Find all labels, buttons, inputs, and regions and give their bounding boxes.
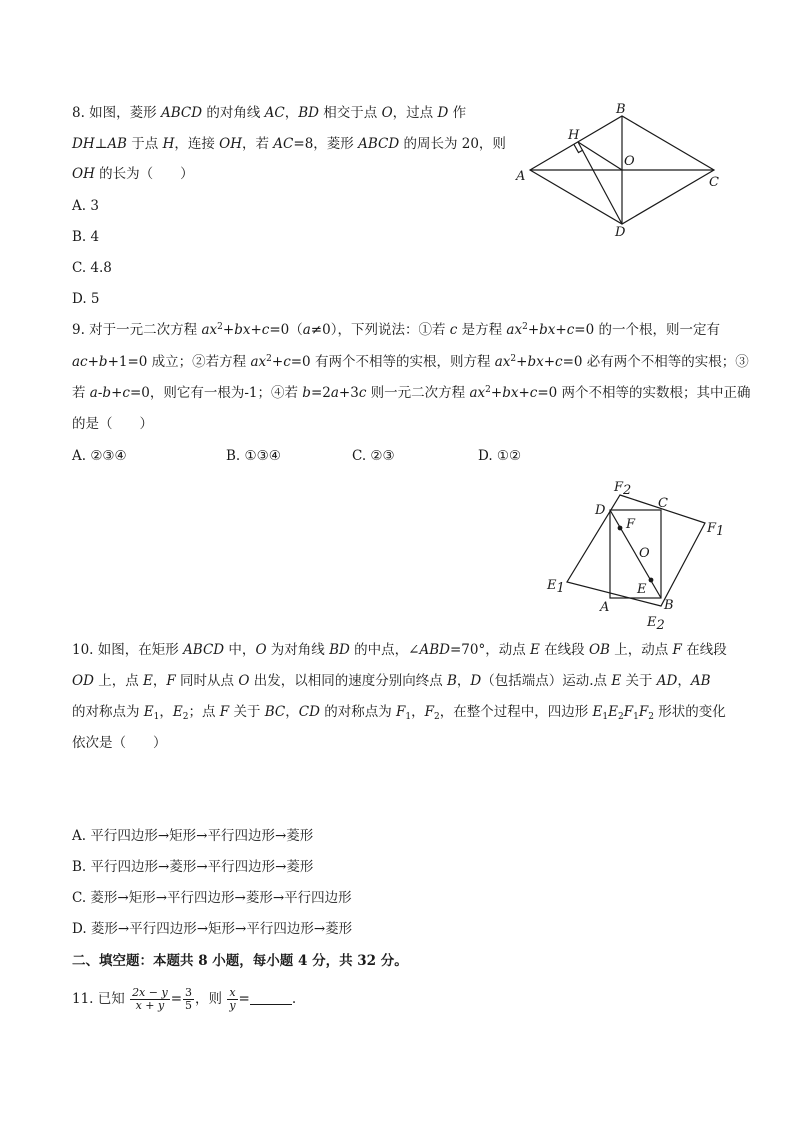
q10-label-f: F	[626, 517, 636, 532]
q8-line-1: 8. 如图，菱形 ABCD 的对角线 AC，BD 相交于点 O，过点 D 作	[72, 105, 467, 121]
q10-point-e	[649, 578, 654, 583]
q10-line-3: 的对称点为 $E_1$，$E_2$；点 F 关于 BC，CD 的对称点为 $F_1$，$F_2$，在整个过程中，四边形 $E_1E_2F_1F_2$ 形状的变化	[72, 704, 726, 722]
q8-label-c: C	[709, 175, 719, 190]
q8-option-a: A. 3	[72, 198, 99, 214]
q8-option-d: D. 5	[72, 291, 100, 307]
q10-label-e: E	[637, 582, 647, 597]
q11-answer-blank[interactable]	[250, 992, 292, 1005]
q9-line-1: 9. 对于一元二次方程 $ax^2+bx+c=0(a\ne 0)$，下列说法：①若 c 是方程 $ax^2+bx+c=0$ 的一个根，则一定有	[72, 322, 720, 338]
q10-label-c: C	[658, 496, 668, 511]
q9-option-a: A. ②③④	[72, 448, 127, 464]
q10-rectangle-figure	[540, 478, 740, 633]
q9-line-3: 若 a-b+c=0，则它有一根为-1；④若 b=2a+3c 则一元二次方程 $ax^2+bx+c=0$ 两个不相等的实数根；其中正确	[72, 385, 751, 401]
q8-option-c: C. 4.8	[72, 260, 112, 276]
q9-option-c: C. ②③	[352, 448, 395, 464]
q10-point-f	[618, 526, 623, 531]
q8-label-d: D	[615, 225, 626, 240]
q9-option-d: D. ①②	[478, 448, 522, 464]
q10-label-a: A	[600, 600, 610, 615]
q10-label-d: D	[595, 503, 606, 518]
q10-label-f2: F2	[614, 480, 632, 498]
q9-option-b: B. ①③④	[226, 448, 281, 464]
q10-option-d: D. 菱形→平行四边形→矩形→平行四边形→菱形	[72, 921, 353, 937]
q9-line-2: ac+b+1=0 成立；②若方程 $ax^2+c=0$ 有两个不相等的实根，则方程 $ax^2+bx+c=0$ 必有两个不相等的实根；③	[72, 354, 749, 370]
q9-line-4: 的是（ ）	[72, 416, 153, 432]
q8-label-h: H	[568, 128, 580, 143]
q8-label-a: A	[516, 169, 526, 184]
q8-option-b: B. 4	[72, 229, 100, 245]
q8-line-3: OH 的长为（ ）	[72, 166, 194, 182]
q10-label-f1: F1	[707, 521, 725, 539]
q11-fraction-1: $\frac{2x - y}{x + y}$	[132, 986, 168, 1012]
q10-line-4: 依次是（ ）	[72, 735, 167, 751]
q11-line: 11. 已知 $\frac{2x - y}{x + y}$ = $\frac{3}{5}$ ，则 $\frac{x}{y}$ = .	[72, 986, 297, 1012]
q10-option-b: B. 平行四边形→菱形→平行四边形→菱形	[72, 859, 314, 875]
q8-label-b: B	[616, 102, 626, 117]
q10-option-c: C. 菱形→矩形→平行四边形→菱形→平行四边形	[72, 890, 352, 906]
q11-prefix: 11. 已知	[72, 991, 125, 1007]
q10-label-b: B	[664, 598, 674, 613]
q10-line-1: 10. 如图，在矩形 ABCD 中，O 为对角线 BD 的中点，∠ABD=70°，动点 E 在线段 OB 上，动点 F 在线段	[72, 642, 727, 658]
q8-rhombus-figure	[508, 100, 728, 240]
q10-label-e2: E2	[647, 615, 665, 633]
q11-fraction-3: $\frac{x}{y}$	[229, 986, 236, 1012]
q8-line-2: DH⊥AB 于点 H，连接 OH，若 AC=8，菱形 ABCD 的周长为 20，则	[72, 136, 506, 152]
section-2-heading: 二、填空题：本题共 8 小题，每小题 4 分，共 32 分。	[72, 953, 408, 969]
q10-label-o: O	[639, 546, 650, 561]
q10-option-a: A. 平行四边形→矩形→平行四边形→菱形	[72, 828, 314, 844]
q11-fraction-2: $\frac{3}{5}$	[185, 986, 193, 1012]
q10-line-2: OD 上，点 E，F 同时从点 O 出发，以相同的速度分别向终点 B，D（包括端点）运动.点 E 关于 AD，AB	[72, 673, 711, 689]
q10-label-e1: E1	[547, 578, 565, 596]
q8-label-o: O	[624, 154, 635, 169]
